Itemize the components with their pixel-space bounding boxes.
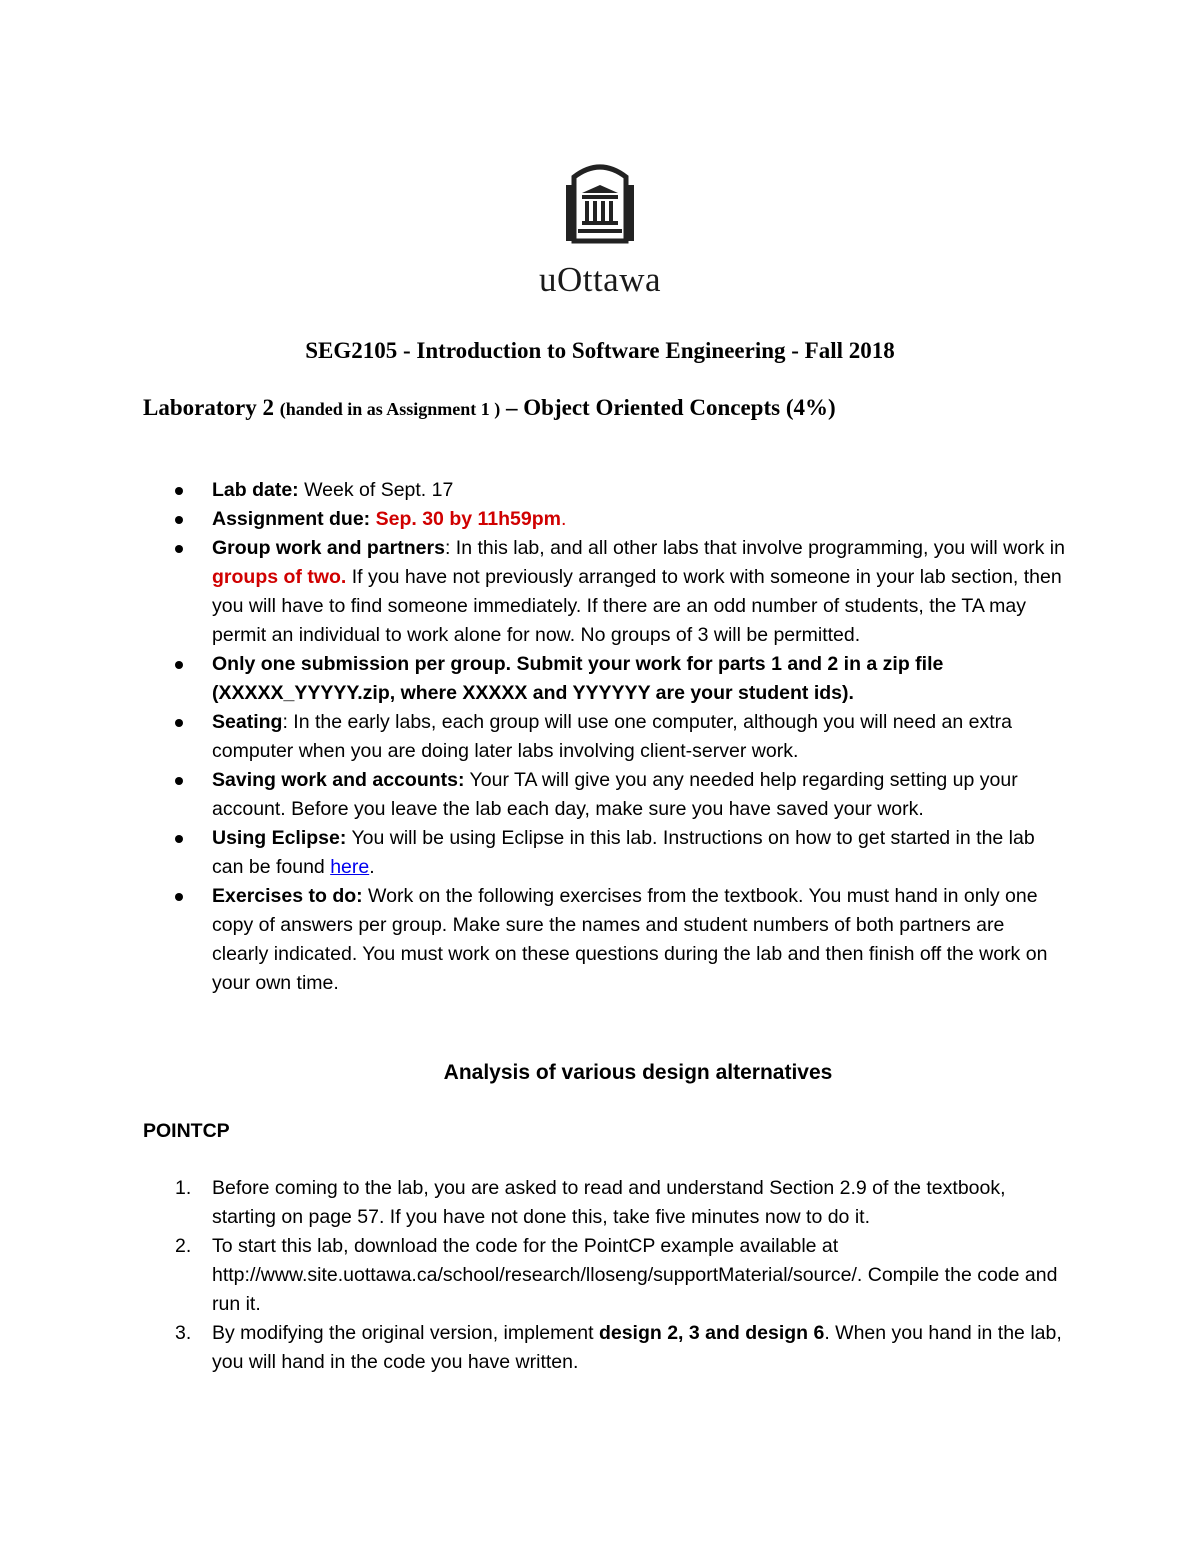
university-building-icon bbox=[560, 155, 640, 245]
lab-date-value: Week of Sept. 17 bbox=[298, 479, 454, 501]
bullet-icon bbox=[175, 893, 183, 901]
bullet-icon bbox=[175, 661, 183, 669]
list-item bbox=[175, 824, 1065, 882]
step-designs: design 2, 3 and design 6 bbox=[598, 1322, 825, 1344]
list-item bbox=[175, 1319, 1065, 1377]
assignment-due-value: Sep. 30 by 11h59pm bbox=[375, 508, 561, 530]
lab-title-note: (handed in as Assignment 1 ) bbox=[279, 399, 501, 419]
step-text: By modifying the original version, implement bbox=[212, 1322, 599, 1344]
exercises-text: Work on the following exercises from the textbook. You must hand in only one copy of answers per group. Make sure the names and student numbers of both partners are clearly indicated. You must work on these questions during the lab and then finish off the work on your own time. bbox=[212, 885, 1048, 994]
lab-title-main: Laboratory 2 bbox=[143, 395, 274, 420]
pointcp-heading: POINTCP bbox=[143, 1120, 230, 1142]
source-url: http://www.site.uottawa.ca/school/research/lloseng/supportMaterial/source/ bbox=[212, 1264, 857, 1286]
group-work-text-rest: If you have not previously arranged to work with someone in your lab section, then you will have to find someone immediately. If there are an odd number of students, the TA may permit an individual to work alone for now. No groups of 3 will be permitted. bbox=[212, 566, 1062, 646]
lab-date-label: Lab date: bbox=[212, 479, 299, 501]
eclipse-text: You will be using Eclipse in this lab. Instructions on how to get started in the lab can be found bbox=[212, 827, 1035, 878]
exercises-label: Exercises to do: bbox=[212, 885, 363, 907]
bullet-icon bbox=[175, 516, 183, 524]
bullet-icon bbox=[175, 545, 183, 553]
group-work-label: Group work and partners bbox=[212, 537, 445, 559]
group-work-highlight: groups of two. bbox=[212, 566, 347, 588]
step-number: 3. bbox=[175, 1322, 192, 1344]
seating-label: Seating bbox=[212, 711, 283, 733]
lab-title-rest: – Object Oriented Concepts (4%) bbox=[506, 395, 836, 420]
list-item bbox=[175, 882, 1065, 998]
step-number: 2. bbox=[175, 1235, 192, 1257]
list-item bbox=[175, 476, 1065, 505]
bullet-icon bbox=[175, 835, 183, 843]
steps-list bbox=[175, 1174, 1065, 1377]
eclipse-label: Using Eclipse: bbox=[212, 827, 347, 849]
step-text-rest: . Compile the code and run it. bbox=[212, 1264, 1058, 1315]
eclipse-instructions-link[interactable]: here bbox=[330, 856, 370, 878]
saving-label: Saving work and accounts: bbox=[212, 769, 465, 791]
uottawa-logo bbox=[520, 155, 680, 300]
bullet-icon bbox=[175, 719, 183, 727]
step-text: Before coming to the lab, you are asked to read and understand Section 2.9 of the textbook, starting on page 57. If you have not done this, take five minutes now to do it. bbox=[212, 1177, 1006, 1228]
info-bullet-list bbox=[175, 476, 1065, 998]
bullet-icon bbox=[175, 487, 183, 495]
submission-text: Only one submission per group. Submit your work for parts 1 and 2 in a zip file (XXXXX_YYYYY.zip, where XXXXX and YYYYYY are your student ids). bbox=[212, 653, 944, 704]
assignment-due-period: . bbox=[560, 508, 567, 530]
bullet-icon bbox=[175, 777, 183, 785]
list-item bbox=[175, 1232, 1065, 1319]
section-title: Analysis of various design alternatives bbox=[443, 1061, 833, 1084]
group-work-text: : In this lab, and all other labs that involve programming, you will work in bbox=[444, 537, 1065, 559]
eclipse-period: . bbox=[369, 856, 375, 878]
course-title: SEG2105 - Introduction to Software Engineering - Fall 2018 bbox=[305, 338, 895, 363]
list-item bbox=[175, 1174, 1065, 1232]
logo-wordmark: uOttawa bbox=[538, 260, 662, 299]
list-item bbox=[175, 505, 1065, 534]
saving-text: Your TA will give you any needed help regarding setting up your account. Before you leave the lab each day, make sure you have saved your work. bbox=[212, 769, 1018, 820]
list-item bbox=[175, 708, 1065, 766]
list-item bbox=[175, 650, 1065, 708]
step-text-rest: . When you hand in the lab, you will hand in the code you have written. bbox=[212, 1322, 1062, 1373]
step-number: 1. bbox=[175, 1177, 192, 1199]
lab-title bbox=[143, 395, 836, 421]
list-item bbox=[175, 766, 1065, 824]
list-item bbox=[175, 534, 1065, 650]
seating-text: : In the early labs, each group will use one computer, although you will need an extra computer when you are doing later labs involving client-server work. bbox=[212, 711, 1012, 762]
step-text: To start this lab, download the code for the PointCP example available at bbox=[212, 1235, 839, 1257]
assignment-due-label: Assignment due: bbox=[212, 508, 371, 530]
